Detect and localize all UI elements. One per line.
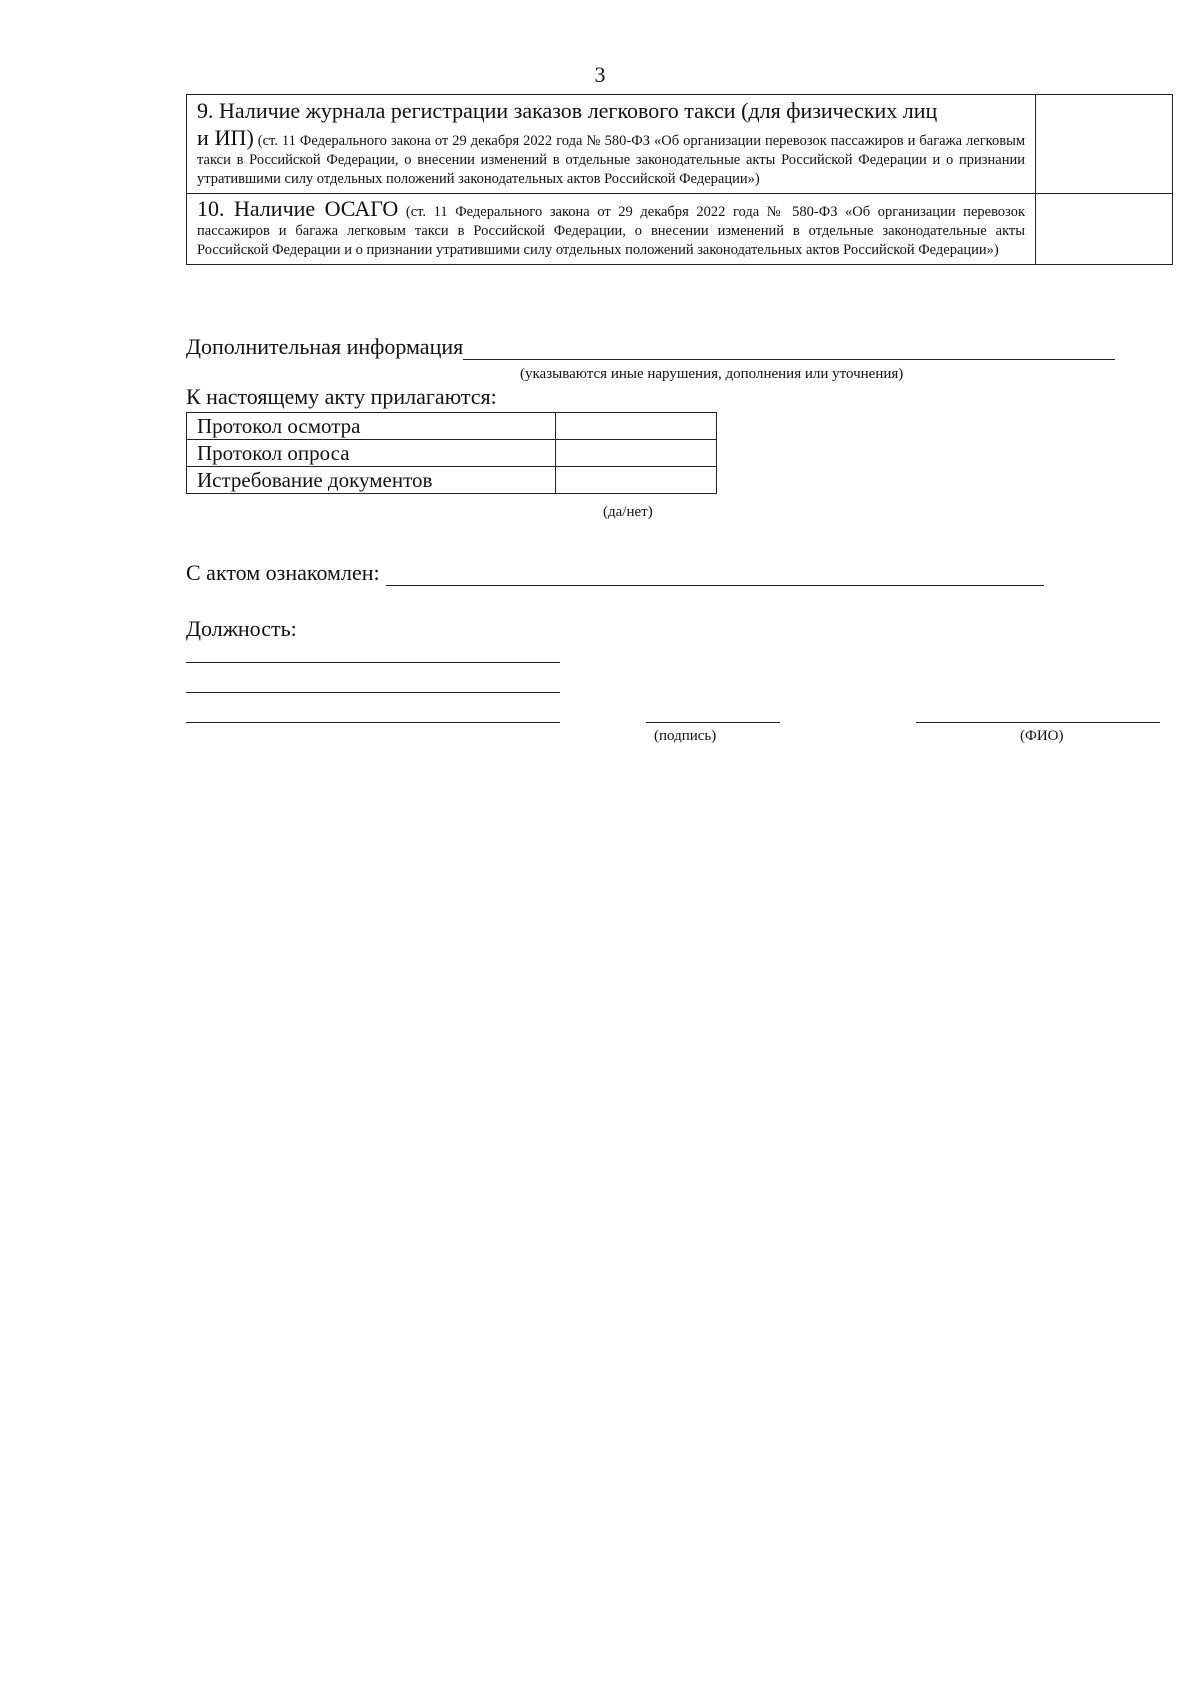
item-law: [197, 125, 1025, 189]
position-label: Должность:: [186, 616, 297, 641]
yesno-hint: (да/нет): [603, 504, 653, 520]
item-law: [197, 196, 1025, 260]
acknowledged: [186, 560, 1044, 586]
attachment-name: Истребование документов: [187, 467, 556, 494]
attachment-yesno-field[interactable]: [556, 413, 717, 440]
table-row: [187, 95, 1173, 194]
item-law-text: (ст. 11 Федерального закона от 29 декабря 2022 года № 580-ФЗ «Об организации перевозок пассажиров и багажа легковым такси в Российской Федерации, о внесении изменений в отдельные законодательные акты Российской Федерации и о признании утратившими силу отдельных положений законодательных актов Российской Федерации»): [197, 133, 1025, 187]
position-line[interactable]: [186, 722, 560, 723]
additional-info-field[interactable]: [463, 337, 1115, 360]
item-title: 9. Наличие журнала регистрации заказов легкового такси (для физических лиц: [197, 98, 938, 123]
fio-line[interactable]: [916, 722, 1160, 723]
answer-cell[interactable]: [1036, 95, 1173, 194]
additional-info-label: Дополнительная информация: [186, 334, 464, 359]
answer-cell[interactable]: [1036, 194, 1173, 265]
requirement-cell: [187, 194, 1036, 265]
table-row: [187, 467, 717, 494]
requirement-cell: [187, 95, 1036, 194]
attachment-yesno-field[interactable]: [556, 467, 717, 494]
item-title: 10. Наличие ОСАГО: [197, 196, 399, 221]
signature-line[interactable]: [646, 722, 780, 723]
attachment-name: Протокол осмотра: [187, 413, 556, 440]
attachments-table: [186, 412, 717, 494]
additional-info-hint: (указываются иные нарушения, дополнения или уточнения): [520, 366, 904, 382]
requirements-table: [186, 94, 1173, 265]
acknowledged-label: С актом ознакомлен:: [186, 560, 380, 585]
additional-info: [186, 334, 1146, 360]
table-row: [187, 440, 717, 467]
attachments-label: К настоящему акту прилагаются:: [186, 384, 497, 409]
item-title-continued: и ИП): [197, 125, 254, 150]
signature-hint: (подпись): [654, 728, 717, 744]
page-number: 3: [594, 62, 606, 87]
table-row: [187, 413, 717, 440]
position-line[interactable]: [186, 662, 560, 663]
position-line[interactable]: [186, 692, 560, 693]
attachment-yesno-field[interactable]: [556, 440, 717, 467]
acknowledged-field[interactable]: [386, 563, 1044, 586]
item-law-text: (ст. 11 Федерального закона от 29 декабря 2022 года № 580-ФЗ «Об организации перевозок пассажиров и багажа легковым такси в Российской Федерации, о внесении изменений в отдельные законодательные акты Российской Федерации и о признании утратившими силу отдельных положений законодательных актов Российской Федерации»): [197, 204, 1025, 258]
attachment-name: Протокол опроса: [187, 440, 556, 467]
fio-hint: (ФИО): [1020, 728, 1064, 744]
table-row: [187, 194, 1173, 265]
